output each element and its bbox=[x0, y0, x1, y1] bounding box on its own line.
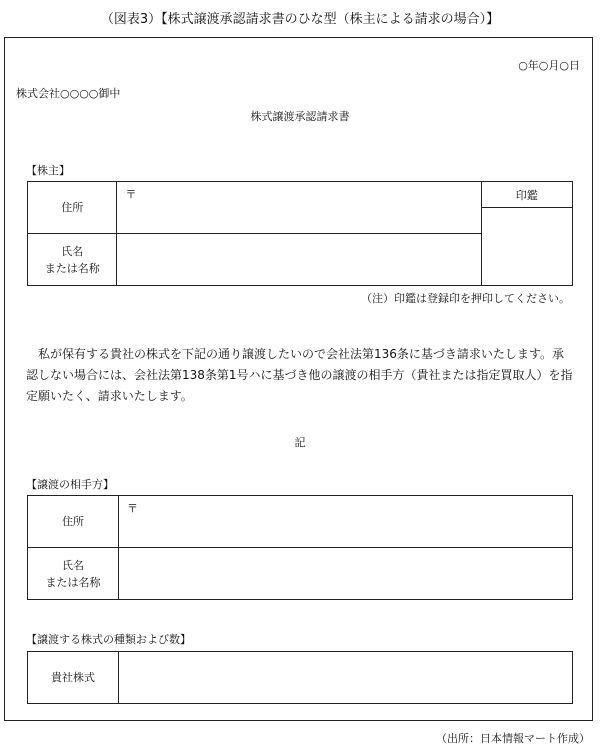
name-label-line1: 氏名 bbox=[61, 244, 84, 258]
shares-field[interactable] bbox=[119, 652, 573, 704]
transferee-address-field[interactable]: 〒 bbox=[119, 496, 573, 548]
shareholder-name-field[interactable] bbox=[117, 234, 481, 286]
transferee-address-label: 住所 bbox=[28, 496, 119, 548]
transferee-table bbox=[27, 495, 573, 600]
seal-note: （注）印鑑は登録印を押印してください。 bbox=[361, 292, 570, 305]
transferee-name-label bbox=[28, 548, 119, 600]
transferee-heading: 【譲渡の相手方】 bbox=[26, 478, 114, 491]
shares-label: 貴社株式 bbox=[28, 652, 119, 704]
shares-table bbox=[27, 651, 573, 704]
seal-box[interactable] bbox=[481, 208, 572, 286]
document-title: 株式譲渡承認請求書 bbox=[250, 110, 350, 123]
ki-marker: 記 bbox=[294, 436, 306, 449]
shareholder-name-label bbox=[28, 234, 117, 286]
shareholder-heading: 【株主】 bbox=[26, 164, 70, 177]
shareholder-address-field[interactable]: 〒 bbox=[117, 182, 481, 234]
shareholder-table bbox=[27, 181, 573, 286]
date-line: ○年○月○日 bbox=[518, 59, 580, 72]
shares-heading: 【譲渡する株式の種類および数】 bbox=[26, 633, 191, 646]
transferee-name-field[interactable] bbox=[119, 548, 573, 600]
name-label-line2: または名称 bbox=[44, 261, 100, 275]
source-note: （出所：日本情報マート作成） bbox=[436, 732, 590, 745]
name-label-line1: 氏名 bbox=[62, 558, 84, 572]
figure-title: （図表3）【株式譲渡承認請求書のひな型（株主による請求の場合）】 bbox=[100, 12, 500, 27]
shareholder-address-label: 住所 bbox=[28, 182, 117, 234]
request-body-text: 私が保有する貴社の株式を下記の通り譲渡したいので会社法第136条に基づき請求いたします。承認しない場合には、会社法第138条第1号ハに基づき他の譲渡の相手方（貴社または指定買取人）を指定願いたく、請求いたします。 bbox=[26, 347, 573, 403]
name-label-line2: または名称 bbox=[45, 575, 101, 589]
addressee: 株式会社○○○○御中 bbox=[16, 87, 121, 100]
seal-label: 印鑑 bbox=[481, 182, 572, 208]
